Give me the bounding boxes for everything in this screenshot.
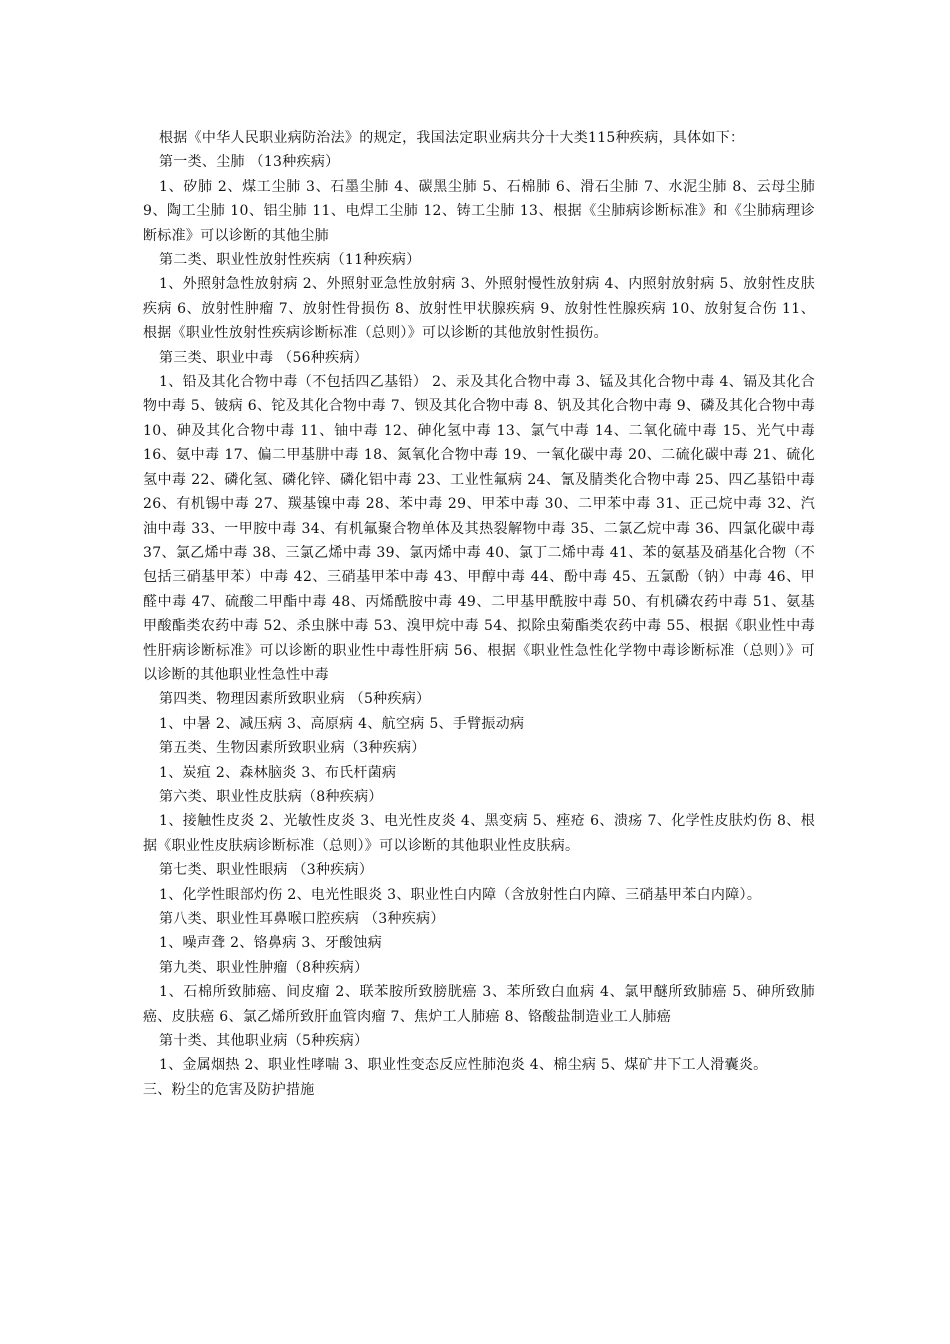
category-2-list: 1、外照射急性放射病 2、外照射亚急性放射病 3、外照射慢性放射病 4、内照射放射病 5、放射性皮肤疾病 6、放射性肿瘤 7、放射性骨损伤 8、放射性甲状腺疾病 9、放射性性腺疾病 10、放射复合伤 11、根据《职业性放射性疾病诊断标准（总则）》可以诊断的其他放射性损伤。 [143, 276, 815, 342]
category-8-heading: 第八类、职业性耳鼻喉口腔疾病 （3种疾病） [159, 911, 445, 927]
section-title: 三、粉尘的危害及防护措施 [143, 1081, 315, 1098]
category-5-list: 1、炭疽 2、森林脑炎 3、布氏杆菌病 [159, 764, 397, 781]
category-3-heading: 第三类、职业中毒 （56种疾病） [159, 349, 369, 366]
category-4-heading: 第四类、物理因素所致职业病 （5种疾病） [159, 691, 431, 708]
category-7-heading: 第七类、职业性眼病 （3种疾病） [159, 862, 374, 879]
category-6-list: 1、接触性皮炎 2、光敏性皮炎 3、电光性皮炎 4、黑变病 5、痤疮 6、溃疡 7、化学性皮肤灼伤 8、根据《职业性皮肤病诊断标准（总则）》可以诊断的其他职业性皮肤病。 [143, 813, 815, 854]
intro-paragraph: 根据《中华人民职业病防治法》的规定，我国法定职业病共分十大类115种疾病，具体如下： [159, 130, 745, 146]
category-9-heading: 第九类、职业性肿瘤（8种疾病） [159, 959, 369, 976]
category-5-heading: 第五类、生物因素所致职业病（3种疾病） [159, 740, 426, 757]
category-6-heading: 第六类、职业性皮肤病（8种疾病） [159, 788, 383, 805]
category-1-list: 1、矽肺 2、煤工尘肺 3、石墨尘肺 4、碳黑尘肺 5、石棉肺 6、滑石尘肺 7、水泥尘肺 8、云母尘肺 9、陶工尘肺 10、铝尘肺 11、电焊工尘肺 12、铸工尘肺 13、根据《尘肺病诊断标准》和《尘肺病理诊断标准》可以诊断的其他尘肺 [143, 178, 815, 244]
category-10-list: 1、金属烟热 2、职业性哮喘 3、职业性变态反应性肺泡炎 4、棉尘病 5、煤矿井下工人滑囊炎。 [159, 1057, 768, 1074]
category-4-list: 1、中暑 2、减压病 3、高原病 4、航空病 5、手臂振动病 [159, 715, 525, 732]
category-8-list: 1、噪声聋 2、铬鼻病 3、牙酸蚀病 [159, 935, 383, 952]
category-3-list: 1、铅及其化合物中毒（不包括四乙基铅） 2、汞及其化合物中毒 3、锰及其化合物中毒 4、镉及其化合物中毒 5、铍病 6、铊及其化合物中毒 7、钡及其化合物中毒 8、钒及其化合物中毒 9、磷及其化合物中毒 10、砷及其化合物中毒 11、铀中毒 12、砷化氢中毒 13、氯气中毒 14、二氧化硫中毒 15、光气中毒 16、氨中毒 17、偏二甲基肼中毒 18、氮氧化合物中毒 19、一氧化碳中毒 20、二硫化碳中毒 21、硫化氢中毒 22、磷化氢、磷化锌、磷化铝中毒 23、工业性氟病 24、氰及腈类化合物中毒 25、四乙基铅中毒 26、有机锡中毒 27、羰基镍中毒 28、苯中毒 29、甲苯中毒 30、二甲苯中毒 31、正己烷中毒 32、汽油中毒 33、一甲胺中毒 34、有机氟聚合物单体及其热裂解物中毒 35、二氯乙烷中毒 36、四氯化碳中毒 37、氯乙烯中毒 38、三氯乙烯中毒 39、氯丙烯中毒 40、氯丁二烯中毒 41、苯的氨基及硝基化合物（不包括三硝基甲苯）中毒 42、三硝基甲苯中毒 43、甲醇中毒 44、酚中毒 45、五氯酚（钠）中毒 46、甲醛中毒 47、硫酸二甲酯中毒 48、丙烯酰胺中毒 49、二甲基甲酰胺中毒 50、有机磷农药中毒 51、氨基甲酸酯类农药中毒 52、杀虫脒中毒 53、溴甲烷中毒 54、拟除虫菊酯类农药中毒 55、根据《职业性中毒性肝病诊断标准》可以诊断的职业性中毒性肝病 56、根据《职业性急性化学物中毒诊断标准（总则）》可以诊断的其他职业性急性中毒 [143, 374, 815, 683]
category-7-list: 1、化学性眼部灼伤 2、电光性眼炎 3、职业性白内障（含放射性白内障、三硝基甲苯白内障）。 [159, 886, 762, 903]
category-9-list: 1、石棉所致肺癌、间皮瘤 2、联苯胺所致膀胱癌 3、苯所致白血病 4、氯甲醚所致肺癌 5、砷所致肺癌、皮肤癌 6、氯乙烯所致肝血管肉瘤 7、焦炉工人肺癌 8、铬酸盐制造业工人肺癌 [143, 984, 815, 1025]
document-body [143, 126, 815, 1102]
category-2-heading: 第二类、职业性放射性疾病（11种疾病） [159, 252, 421, 269]
category-10-heading: 第十类、其他职业病（5种疾病） [159, 1033, 369, 1050]
category-1-heading: 第一类、尘肺 （13种疾病） [159, 154, 340, 171]
